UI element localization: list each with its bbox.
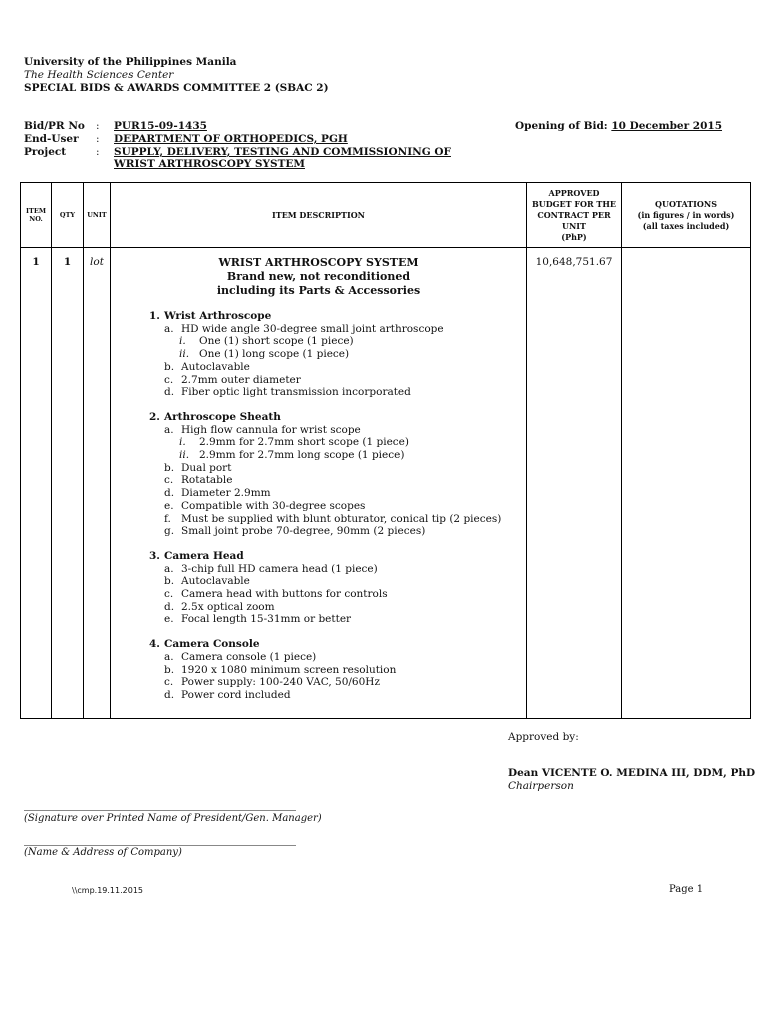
description-title <box>111 256 526 298</box>
list-item: a. 3-chip full HD camera head (1 piece) <box>164 562 378 575</box>
project-colon: : <box>96 146 100 158</box>
approved-by-label: Approved by: <box>508 731 579 743</box>
list-item: b. Autoclavable <box>164 360 250 373</box>
header-item-line1: ITEM <box>25 207 47 215</box>
header-unit: UNIT <box>84 183 111 248</box>
section-number: 4. <box>149 638 160 651</box>
header-quot-line1: QUOTATIONS <box>655 198 717 209</box>
section-number: 3. <box>149 549 160 562</box>
list-item: a. High flow cannula for wrist scope <box>164 423 361 436</box>
enduser-colon: : <box>96 133 100 145</box>
row-budget: 10,648,751.67 <box>527 248 622 719</box>
list-item: ii. One (1) long scope (1 piece) <box>179 348 350 361</box>
list-item: a. Camera console (1 piece) <box>164 650 317 663</box>
opening-label: Opening of Bid: <box>515 120 608 132</box>
file-code: \\cmp.19.11.2015 <box>72 886 144 895</box>
bid-colon: : <box>96 120 100 132</box>
center-name: The Health Sciences Center <box>24 69 174 81</box>
list-item: c. Power supply: 100-240 VAC, 50/60Hz <box>164 676 380 689</box>
list-item: i. 2.9mm for 2.7mm short scope (1 piece) <box>179 436 409 449</box>
header-budget <box>527 183 622 248</box>
list-item: b. Autoclavable <box>164 575 250 588</box>
list-item: g. Small joint probe 70-degree, 90mm (2 pieces) <box>164 525 426 538</box>
project-value-line2: WRIST ARTHROSCOPY SYSTEM <box>114 158 306 170</box>
list-item: d. 2.5x optical zoom <box>164 600 275 613</box>
signature-label: (Signature over Printed Name of President/Gen. Manager) <box>24 813 322 824</box>
table-row <box>21 248 751 719</box>
items-table <box>20 182 751 719</box>
header-quotations <box>622 183 751 248</box>
approver-position: Chairperson <box>508 780 574 792</box>
header-budget-line1: APPROVED <box>548 187 600 198</box>
list-item: e. Focal length 15-31mm or better <box>164 613 352 626</box>
section-title: Arthroscope Sheath <box>164 410 281 423</box>
project-value-line1: SUPPLY, DELIVERY, TESTING AND COMMISSIONING OF <box>114 146 451 158</box>
opening-of-bid <box>515 120 722 132</box>
section-number: 1. <box>149 310 160 322</box>
page-number: Page 1 <box>669 884 704 895</box>
header-quot-line2: (in figures / in words) <box>637 209 735 220</box>
table-header-row <box>21 183 751 248</box>
list-item: f. Must be supplied with blunt obturator, conical tip (2 pieces) <box>164 512 502 525</box>
signature-line <box>24 810 296 811</box>
list-item: d. Power cord included <box>164 688 291 701</box>
header-budget-line4: UNIT <box>562 220 586 231</box>
list-item: c. 2.7mm outer diameter <box>164 373 301 386</box>
bid-label: Bid/PR No <box>24 120 85 132</box>
approver-name: Dean VICENTE O. MEDINA III, DDM, PhD <box>508 767 756 779</box>
list-item: i. One (1) short scope (1 piece) <box>179 335 354 348</box>
company-line <box>24 845 296 846</box>
section-title: Wrist Arthroscope <box>164 310 272 322</box>
list-item: b. Dual port <box>164 461 232 474</box>
header-quot-line3: (all taxes included) <box>642 220 730 231</box>
enduser-label: End-User <box>24 133 79 145</box>
approver-block <box>508 767 755 793</box>
header-qty: QTY <box>52 183 84 248</box>
title-line1: WRIST ARTHROSCOPY SYSTEM <box>218 256 419 269</box>
bid-value: PUR15-09-1435 <box>114 120 207 132</box>
company-label: (Name & Address of Company) <box>24 847 182 858</box>
header-budget-line3: CONTRACT PER <box>537 209 611 220</box>
title-line3: including its Parts & Accessories <box>216 284 421 297</box>
header-item-line2: NO. <box>29 215 43 223</box>
header-budget-line5: (PhP) <box>561 231 587 242</box>
list-item: b. 1920 x 1080 minimum screen resolution <box>164 663 397 676</box>
committee-name: SPECIAL BIDS & AWARDS COMMITTEE 2 (SBAC 2) <box>24 82 329 94</box>
enduser-value: DEPARTMENT OF ORTHOPEDICS, PGH <box>114 133 348 145</box>
section-title: Camera Console <box>164 638 260 651</box>
list-item: c. Rotatable <box>164 474 233 487</box>
section-wrist-arthroscope <box>149 310 526 399</box>
university-name: University of the Philippines Manila <box>24 56 237 68</box>
list-item: a. HD wide angle 30-degree small joint arthroscope <box>164 322 444 335</box>
title-line2: Brand new, not reconditioned <box>226 270 411 283</box>
row-quotation-cell[interactable] <box>622 248 751 719</box>
list-item: e. Compatible with 30-degree scopes <box>164 499 366 512</box>
section-camera-head <box>149 550 526 626</box>
document-header <box>24 56 424 95</box>
list-item: d. Fiber optic light transmission incorporated <box>164 386 411 399</box>
header-budget-line2: BUDGET FOR THE <box>531 198 617 209</box>
row-item-no: 1 <box>21 248 52 719</box>
section-number: 2. <box>149 410 160 423</box>
opening-date: 10 December 2015 <box>611 120 723 132</box>
list-item: d. Diameter 2.9mm <box>164 487 271 500</box>
list-item: c. Camera head with buttons for controls <box>164 588 388 601</box>
header-description: ITEM DESCRIPTION <box>111 183 527 248</box>
project-label: Project <box>24 146 67 158</box>
row-description <box>111 248 527 719</box>
section-camera-console <box>149 638 526 702</box>
list-item: ii. 2.9mm for 2.7mm long scope (1 piece) <box>179 449 405 462</box>
section-title: Camera Head <box>164 549 244 562</box>
row-qty: 1 <box>52 248 84 719</box>
header-item-no <box>21 183 52 248</box>
section-arthroscope-sheath <box>149 411 526 538</box>
row-unit: lot <box>84 248 111 719</box>
